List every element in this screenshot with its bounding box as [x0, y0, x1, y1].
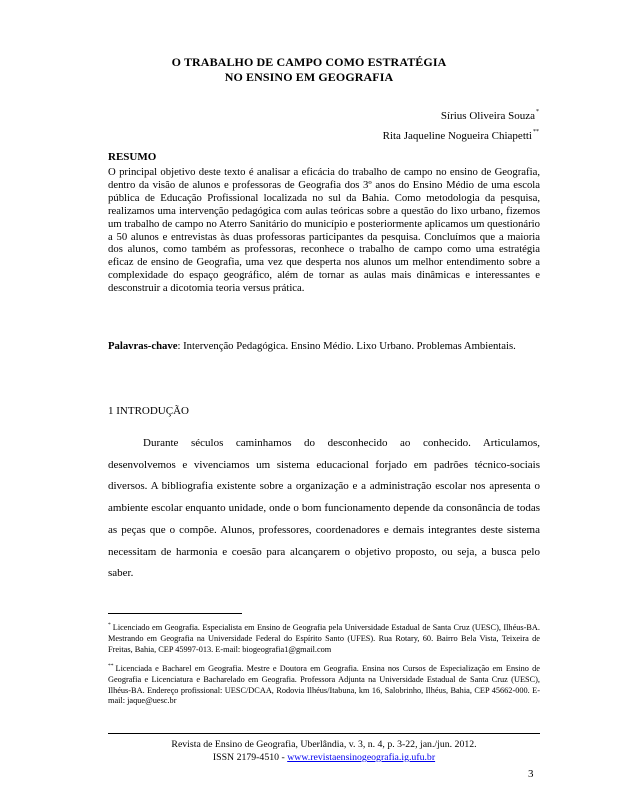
footnote-2	[108, 661, 540, 707]
footnote-divider	[108, 613, 242, 614]
abstract-heading: RESUMO	[108, 151, 157, 163]
title-line-2: NO ENSINO EM GEOGRAFIA	[224, 70, 394, 84]
page-number: 3	[528, 768, 534, 780]
body-paragraph: Durante séculos caminhamos do desconhecido ao conhecido. Articulamos, desenvolvemos e vivenciamos um sistema educacional forjado em padrões técnico-sociais diversos. A bibliografia existente sobre a organização e a administração escolar nos apresenta o ambiente escolar enquanto unidade, onde o bom funcionamento depende da consonância de todas as peças que o compõe. Alunos, professores, coordenadores e demais integrantes deste sistema necessitam de harmonia e coesão para alcançarem o objetivo proposto, ou seja, a busca pelo saber.	[108, 437, 540, 580]
footnote-text: Licenciado em Geografia. Especialista em Ensino de Geografia pela Universidade Estadual de Santa Cruz (UESC), Ilhéus-BA. Mestrando em Geografia na Universidade Federal do Espírito Santo (UFES). Rua Rotary, 60. Bairro Bela Vista, Teixeira de Freitas, Bahia, CEP 45997-013. E-mail: biogeografia1@gmail.com	[108, 623, 540, 654]
author-list	[383, 104, 539, 144]
author-name: Sírius Oliveira Souza	[440, 110, 535, 122]
journal-website-link[interactable]: www.revistaensinogeografia.ig.ufu.br	[287, 752, 436, 763]
paper-title	[0, 55, 618, 85]
footnote-1	[108, 620, 540, 655]
journal-issn-line	[108, 751, 540, 764]
footer-divider	[108, 733, 540, 734]
journal-footer	[108, 738, 540, 764]
author-name: Rita Jaqueline Nogueira Chiapetti	[382, 130, 532, 142]
title-line-1: O TRABALHO DE CAMPO COMO ESTRATÉGIA	[171, 55, 447, 69]
keywords-label: Palavras-chave	[108, 340, 178, 352]
footnote-mark: **	[108, 663, 114, 669]
journal-citation: Revista de Ensino de Geografia, Uberlândia, v. 3, n. 4, p. 3-22, jan./jun. 2012.	[171, 739, 477, 750]
author-footnote-mark: **	[533, 129, 539, 135]
keywords-text: : Intervenção Pedagógica. Ensino Médio. Lixo Urbano. Problemas Ambientais.	[177, 340, 516, 352]
footnote-text: Licenciada e Bacharel em Geografia. Mestre e Doutora em Geografia. Ensina nos Cursos de Especialização em Ensino de Geografia e Licenciatura e Bacharelado em Geografia. Professora Adjunta na Universidade Estadual de Santa Cruz (UESC), Ilhéus-BA. Endereço profissional: UESC/DCAA, Rodovia Ilhéus/Itabuna, km 16, Salobrinho, Ilhéus, Bahia, CEP 45662-000. E-mail: jaque@uesc.br	[108, 664, 540, 706]
issn-text: ISSN 2179-4510 -	[212, 752, 288, 763]
keywords	[108, 340, 540, 353]
author-1	[383, 104, 539, 124]
section-heading: 1 INTRODUÇÃO	[108, 405, 189, 417]
abstract-text: O principal objetivo deste texto é analisar a eficácia do trabalho de campo no ensino de Geografia, dentro da visão de alunos e professoras de Geografia dos 3º anos do Ensino Médio de uma escola pública de Educação Profissional localizada no sul da Bahia. Como metodologia da pesquisa, realizamos uma intervenção pedagógica com aulas teóricas sobre a questão do lixo urbano, fizemos um trabalho de campo no Aterro Sanitário do município e posteriormente aplicamos um questionário a 50 alunos e entrevistas às duas professoras participantes da pesquisa. Concluímos que a maioria dos alunos, como também as professoras, reconhece o trabalho de campo como uma estratégia eficaz de ensino de Geografia, uma vez que desperta nos alunos um melhor entendimento sobre a complexidade do espaço geográfico, além de tornar as aulas mais dinâmicas e interessantes e desconstruir a dicotomia teoria versus prática.	[108, 166, 540, 295]
author-footnote-mark: *	[536, 109, 539, 115]
footnote-mark: *	[108, 622, 111, 628]
author-2	[383, 124, 539, 144]
